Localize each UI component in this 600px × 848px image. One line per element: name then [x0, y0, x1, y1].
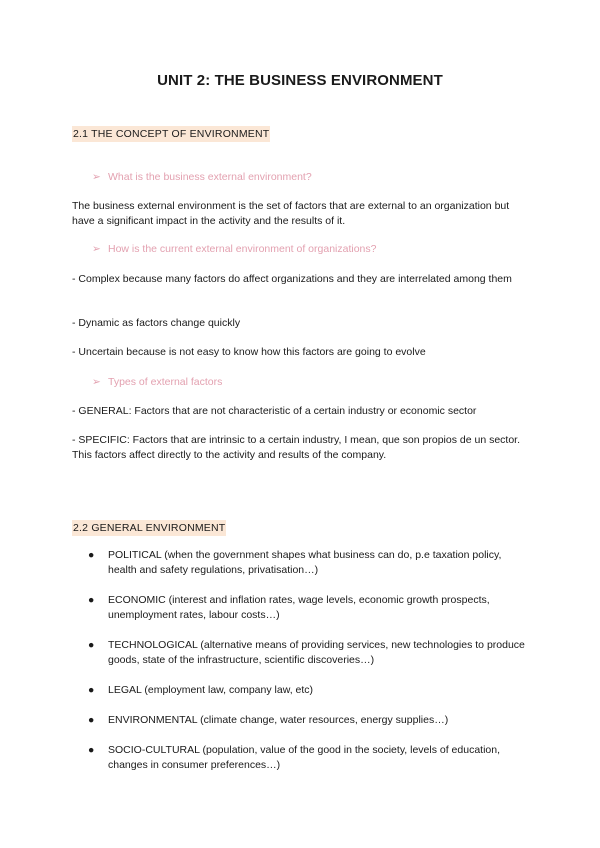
bullet-dot-icon: ● — [88, 684, 95, 696]
question-text: How is the current external environment of organizations? — [108, 243, 377, 255]
section-heading-concept: 2.1 THE CONCEPT OF ENVIRONMENT — [73, 128, 270, 140]
paragraph-complex: - Complex because many factors do affect organizations and they are interrelated among them — [72, 273, 512, 285]
paragraph-definition: The business external environment is the set of factors that are external to an organization but have a significant impact in the activity and the results of it. — [72, 200, 510, 227]
question-text: What is the business external environment? — [108, 171, 312, 183]
list-item: ● ENVIRONMENTAL (climate change, water resources, energy supplies…) — [88, 714, 449, 726]
bullet-dot-icon: ● — [88, 714, 95, 726]
arrow-bullet-icon: ➢ — [92, 376, 101, 388]
question-text: Types of external factors — [108, 376, 223, 388]
paragraph-specific: - SPECIFIC: Factors that are intrinsic to a certain industry, I mean, que son propios de un sector. This factors affect directly to the activity and results of the company. — [72, 434, 521, 461]
list-item: ● ECONOMIC (interest and inflation rates, wage levels, economic growth prospects, unemployment rates, labour costs…) — [88, 594, 490, 621]
bullet-dot-icon: ● — [88, 549, 95, 561]
general-environment-list — [88, 548, 528, 788]
list-item: ● TECHNOLOGICAL (alternative means of providing services, new technologies to produce goods, state of the infrastructure, scientific discoveries…) — [88, 639, 525, 666]
paragraph-uncertain: - Uncertain because is not easy to know how this factors are going to evolve — [72, 346, 426, 358]
bullet-dot-icon: ● — [88, 639, 95, 651]
question-types — [92, 375, 222, 389]
paragraph-dynamic: - Dynamic as factors change quickly — [72, 317, 241, 329]
list-item: ● POLITICAL (when the government shapes what business can do, p.e taxation policy, health and safety regulations, privatisation…) — [88, 549, 502, 576]
arrow-bullet-icon: ➢ — [92, 243, 101, 255]
question-external-environment — [92, 170, 312, 184]
bullet-dot-icon: ● — [88, 594, 95, 606]
arrow-bullet-icon: ➢ — [92, 171, 101, 183]
page-title: UNIT 2: THE BUSINESS ENVIRONMENT — [157, 72, 443, 89]
section-heading-general-environment: 2.2 GENERAL ENVIRONMENT — [73, 522, 226, 534]
bullet-dot-icon: ● — [88, 744, 95, 756]
list-item: ● LEGAL (employment law, company law, etc) — [88, 684, 314, 696]
list-item: ● SOCIO-CULTURAL (population, value of the good in the society, levels of education, changes in consumer preferences…) — [88, 744, 501, 771]
question-current-environment — [92, 242, 376, 256]
paragraph-general: - GENERAL: Factors that are not characteristic of a certain industry or economic sector — [72, 405, 477, 417]
